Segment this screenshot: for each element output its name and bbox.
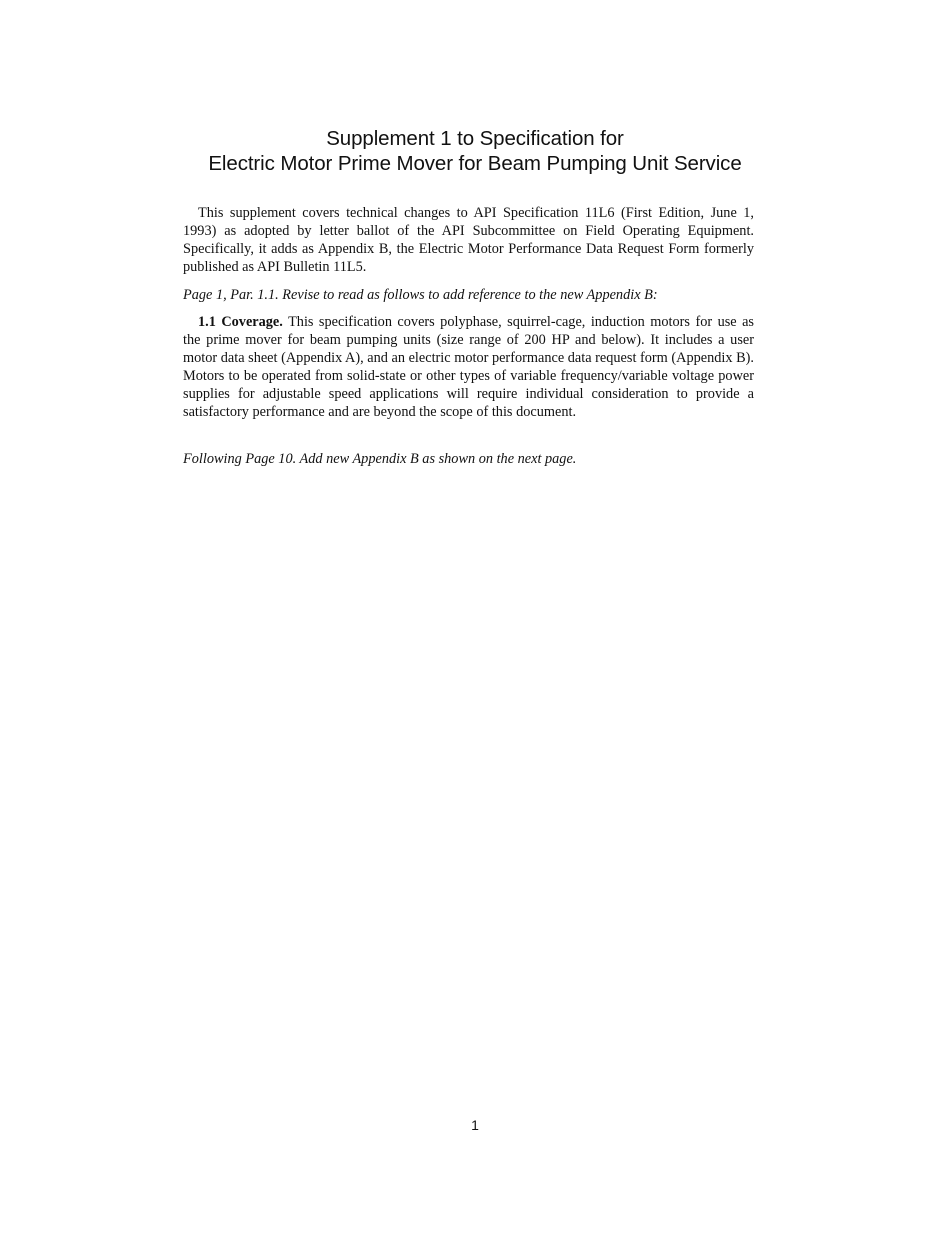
coverage-text: This specification covers polyphase, squirrel-cage, induction motors for use as the prime mover for beam pumping units (size range of 200 HP and below). It includes a user motor data sheet (Appendix A), and an electric motor performance data request form (Appendix B). Motors to be operated from solid-state or other types of variable frequency/variable voltage power supplies for adjustable speed applications will require individual consideration to provide a satisfactory performance and are beyond the scope of this document. [183,314,754,421]
title-line-2: Electric Motor Prime Mover for Beam Pumping Unit Service [208,152,742,175]
edit-instruction-2: Following Page 10. Add new Appendix B as shown on the next page. [183,451,577,467]
intro-paragraph: This supplement covers technical changes to API Specification 11L6 (First Edition, June 1, 1993) as adopted by letter ballot of the API Subcommittee on Field Operating Equipment. Specifically, it adds as Appendix B, the Electric Motor Performance Data Request Form formerly published as API Bulletin 11L5. [183,205,754,276]
coverage-paragraph [183,313,754,422]
page-number: 1 [471,1117,479,1133]
document-title [150,126,800,176]
title-line-1: Supplement 1 to Specification for [326,127,624,150]
coverage-heading: 1.1 Coverage. [198,314,283,330]
edit-instruction-1: Page 1, Par. 1.1. Revise to read as follows to add reference to the new Appendix B: [183,287,658,303]
